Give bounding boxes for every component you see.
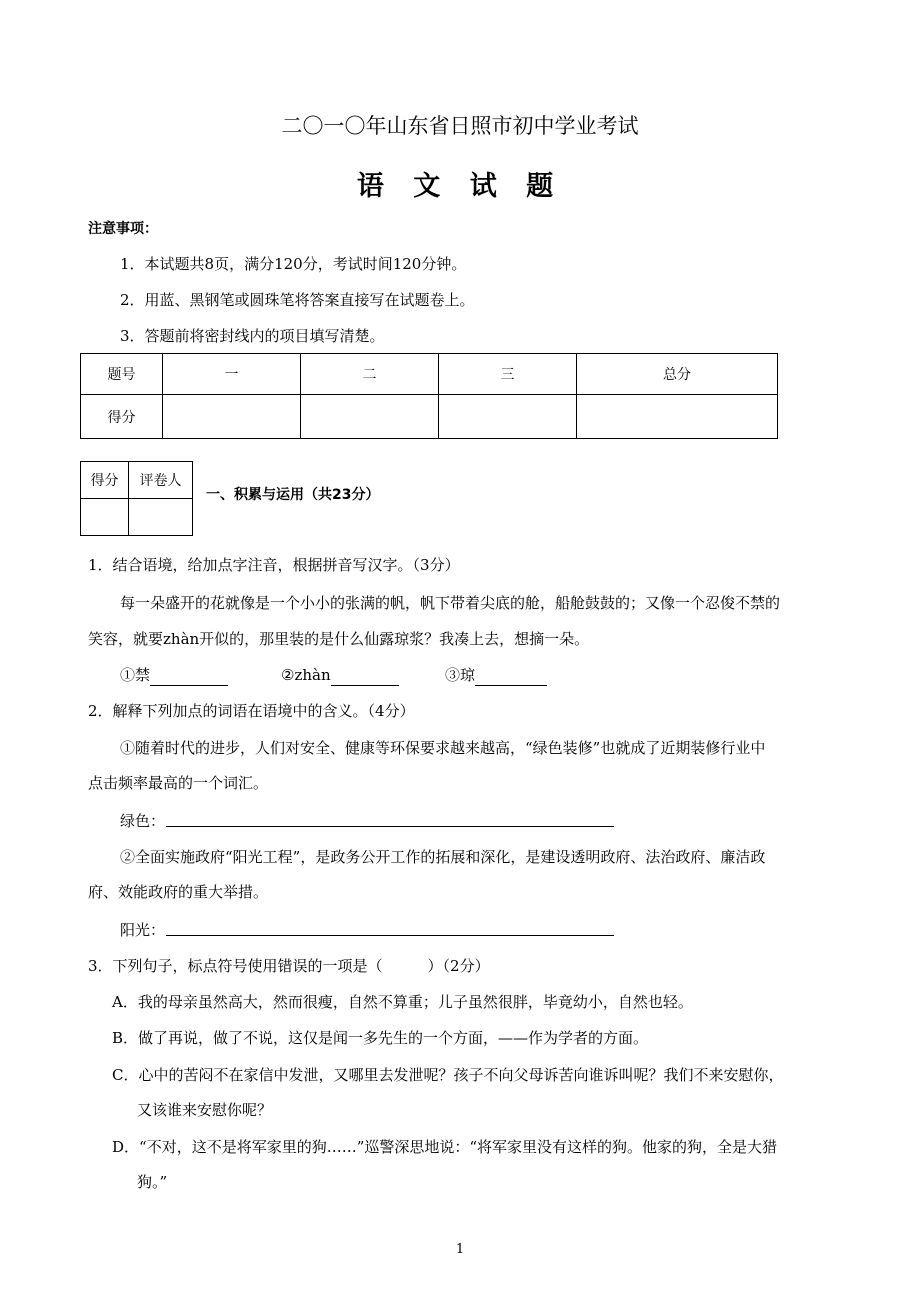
score-cell-2[interactable] — [301, 395, 439, 439]
grader-table — [80, 461, 193, 536]
section-heading: 一、积累与运用（共23分） — [206, 487, 380, 503]
notice-item-1: 1．本试题共8页，满分120分，考试时间120分钟。 — [120, 255, 467, 273]
q2-p2-line-1: ②全面实施政府“阳光工程”，是政务公开工作的拓展和深化，是建设透明政府、法治政府、廉洁政 — [120, 848, 766, 866]
q2-p1-line-2: 点击频率最高的一个词汇。 — [88, 774, 269, 792]
subject-title: 语 文 试 题 — [356, 171, 564, 202]
score-header-total: 总分 — [577, 354, 778, 395]
score-table — [80, 353, 778, 439]
score-header-label: 题号 — [81, 354, 163, 395]
notice-item-3: 3．答题前将密封线内的项目填写清楚。 — [120, 327, 385, 345]
q2-p1-line-1: ①随着时代的进步，人们对安全、健康等环保要求越来越高，“绿色装修”也就成了近期装修行业中 — [120, 739, 766, 757]
score-cell-total[interactable] — [577, 395, 778, 439]
q1-passage-line-2: 笑容，就要zhàn开似的，那里装的是什么仙露琼浆？我凑上去，想摘一朵。 — [88, 630, 590, 648]
q1-blank-3-label: ③琼 — [445, 666, 476, 684]
q1-passage-line-1: 每一朵盛开的花就像是一个小小的张满的帆，帆下带着尖底的舱，船舱鼓鼓的；又像一个忍俊不禁的 — [120, 594, 781, 612]
grader-label: 评卷人 — [129, 462, 193, 499]
score-cell-3[interactable] — [439, 395, 577, 439]
exam-title: 二〇一〇年山东省日照市初中学业考试 — [281, 114, 639, 138]
q2-label-2: 阳光： — [120, 921, 166, 939]
q3-option-a: A．我的母亲虽然高大，然而很瘦，自然不算重；儿子虽然很胖，毕竟幼小，自然也轻。 — [112, 993, 693, 1011]
q3-option-c-line-2: 又该谁来安慰你呢？ — [137, 1101, 273, 1119]
q2-answer-line-1[interactable] — [166, 826, 614, 827]
q1-blank-1 — [120, 664, 228, 686]
score-row-label: 得分 — [81, 395, 163, 439]
q1-blank-3-line[interactable] — [475, 669, 547, 686]
page-number: 1 — [455, 1242, 465, 1257]
q3-stem: 3．下列句子，标点符号使用错误的一项是（ ）（2分） — [88, 957, 490, 975]
grader-name-cell[interactable] — [129, 499, 193, 536]
q1-blank-2-label: ②zhàn — [281, 666, 331, 684]
q1-blank-2 — [281, 664, 399, 686]
q2-stem: 2．解释下列加点的词语在语境中的含义。（4分） — [88, 702, 415, 720]
q2-answer-line-2[interactable] — [166, 935, 614, 936]
q1-blank-3 — [445, 664, 547, 686]
q3-option-d-line-1: D．“不对，这不是将军家里的狗……”巡警深思地说：“将军家里没有这样的狗。他家的狗，全是大猎 — [112, 1138, 778, 1156]
q1-blank-1-label: ①禁 — [120, 666, 151, 684]
score-header-1: 一 — [163, 354, 301, 395]
q3-option-d-line-2: 狗。” — [137, 1173, 168, 1191]
q2-p2-line-2: 府、效能政府的重大举措。 — [88, 883, 269, 901]
grader-score-cell[interactable] — [81, 499, 129, 536]
q1-blank-2-line[interactable] — [331, 669, 399, 686]
notice-item-2: 2．用蓝、黑钢笔或圆珠笔将答案直接写在试题卷上。 — [120, 291, 475, 309]
grader-score-label: 得分 — [81, 462, 129, 499]
score-cell-1[interactable] — [163, 395, 301, 439]
q3-option-c-line-1: C．心中的苦闷不在家信中发泄，又哪里去发泄呢？孩子不向父母诉苦向谁诉叫呢？我们不来安慰你， — [112, 1066, 784, 1084]
score-header-2: 二 — [301, 354, 439, 395]
score-header-3: 三 — [439, 354, 577, 395]
q1-blank-1-line[interactable] — [150, 669, 228, 686]
q1-stem: 1．结合语境，给加点字注音，根据拼音写汉字。（3分） — [88, 556, 460, 574]
q2-label-1: 绿色： — [120, 812, 166, 830]
notice-heading: 注意事项： — [88, 221, 158, 237]
q3-option-b: B．做了再说，做了不说，这仅是闻一多先生的一个方面，——作为学者的方面。 — [112, 1029, 649, 1047]
